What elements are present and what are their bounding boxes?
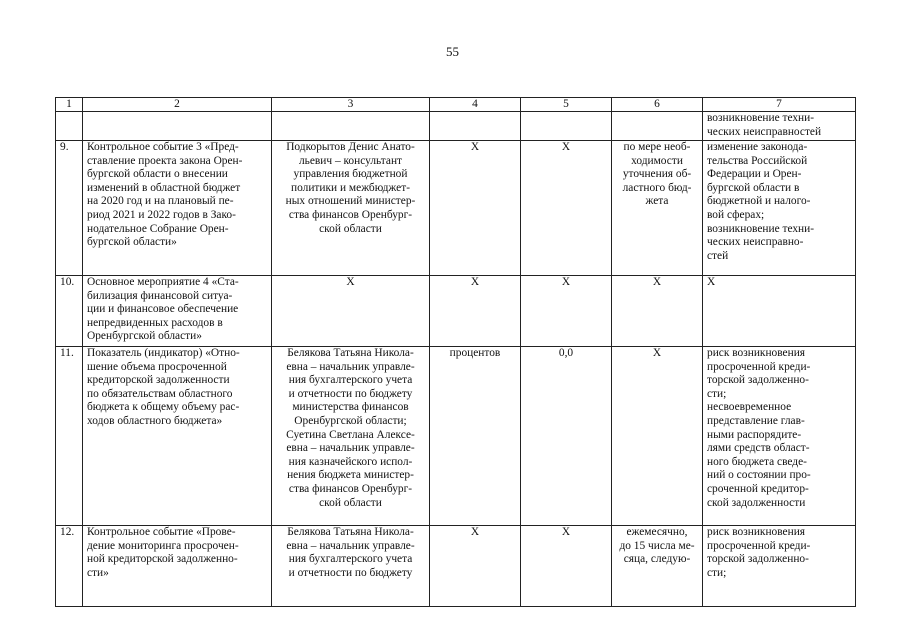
row-value: Х [521, 276, 612, 347]
row-risk: изменение законода- тельства Российской Федерации и Орен- бургской области в бюджетной и налого- вой сферах; возникновение техни- ческих неисправно- стей [703, 141, 856, 276]
row-number: 9. [56, 141, 83, 276]
row-value: Х [521, 141, 612, 276]
row-responsible: Белякова Татьяна Никола- евна – начальник управле- ния бухгалтерского учета и отчетности по бюджету [272, 526, 430, 607]
header-cell: 5 [521, 98, 612, 112]
row-name: Показатель (индикатор) «Отно- шение объема просроченной кредиторской задолженности по обязательствам областного бюджета к общему объему рас- ходов областного бюджета» [83, 347, 272, 526]
row-value [521, 112, 612, 141]
table-row [56, 141, 856, 276]
table-header-row [56, 98, 856, 112]
row-period: Х [612, 276, 703, 347]
header-cell: 1 [56, 98, 83, 112]
row-responsible: Белякова Татьяна Никола- евна – начальник управле- ния бухгалтерского учета и отчетности по бюджету министерства финансов Оренбургской области; Суетина Светлана Алексе- евна – начальник управле- ния казначейского испол- нения бюджета министер- ства финансов Оренбург- ской области [272, 347, 430, 526]
row-risk: возникновение техни- ческих неисправностей [703, 112, 856, 141]
header-cell: 3 [272, 98, 430, 112]
row-name: Контрольное событие 3 «Пред- ставление проекта закона Орен- бургской области о внесении изменений в областной бюджет на 2020 год и на плановый пе- риод 2021 и 2022 годов в Зако- нодательное Собрание Орен- бургской области» [83, 141, 272, 276]
row-risk: Х [703, 276, 856, 347]
row-name: Контрольное событие «Прове- дение мониторинга просрочен- ной кредиторской задолженно- сти» [83, 526, 272, 607]
table-row [56, 112, 856, 141]
row-unit: процентов [430, 347, 521, 526]
table-row [56, 526, 856, 607]
header-cell: 4 [430, 98, 521, 112]
row-number [56, 112, 83, 141]
row-period: Х [612, 347, 703, 526]
row-number: 11. [56, 347, 83, 526]
table-row [56, 276, 856, 347]
row-unit: Х [430, 276, 521, 347]
row-value: 0,0 [521, 347, 612, 526]
row-period: по мере необ- ходимости уточнения об- ластного бюд- жета [612, 141, 703, 276]
row-number: 12. [56, 526, 83, 607]
header-cell: 6 [612, 98, 703, 112]
row-name: Основное мероприятие 4 «Ста- билизация финансовой ситуа- ции и финансовое обеспечение непредвиденных расходов в Оренбургской области» [83, 276, 272, 347]
header-cell: 2 [83, 98, 272, 112]
table-row [56, 347, 856, 526]
row-responsible: Подкорытов Денис Анато- льевич – консультант управления бюджетной политики и межбюджет- ных отношений министер- ства финансов Оренбург- ской области [272, 141, 430, 276]
header-cell: 7 [703, 98, 856, 112]
row-responsible [272, 112, 430, 141]
row-unit [430, 112, 521, 141]
row-period: ежемесячно, до 15 числа ме- сяца, следую- [612, 526, 703, 607]
row-period [612, 112, 703, 141]
row-responsible: Х [272, 276, 430, 347]
row-name [83, 112, 272, 141]
row-risk: риск возникновения просроченной креди- торской задолженно- сти; [703, 526, 856, 607]
page-number: 55 [446, 44, 459, 59]
row-unit: Х [430, 141, 521, 276]
row-unit: Х [430, 526, 521, 607]
program-table [55, 97, 856, 607]
row-value: Х [521, 526, 612, 607]
row-number: 10. [56, 276, 83, 347]
row-risk: риск возникновения просроченной креди- торской задолженно- сти; несвоевременное представление глав- ными распорядите- лями средств област- ного бюджета сведе- ний о состоянии про- сроченной кредитор- ской задолженности [703, 347, 856, 526]
